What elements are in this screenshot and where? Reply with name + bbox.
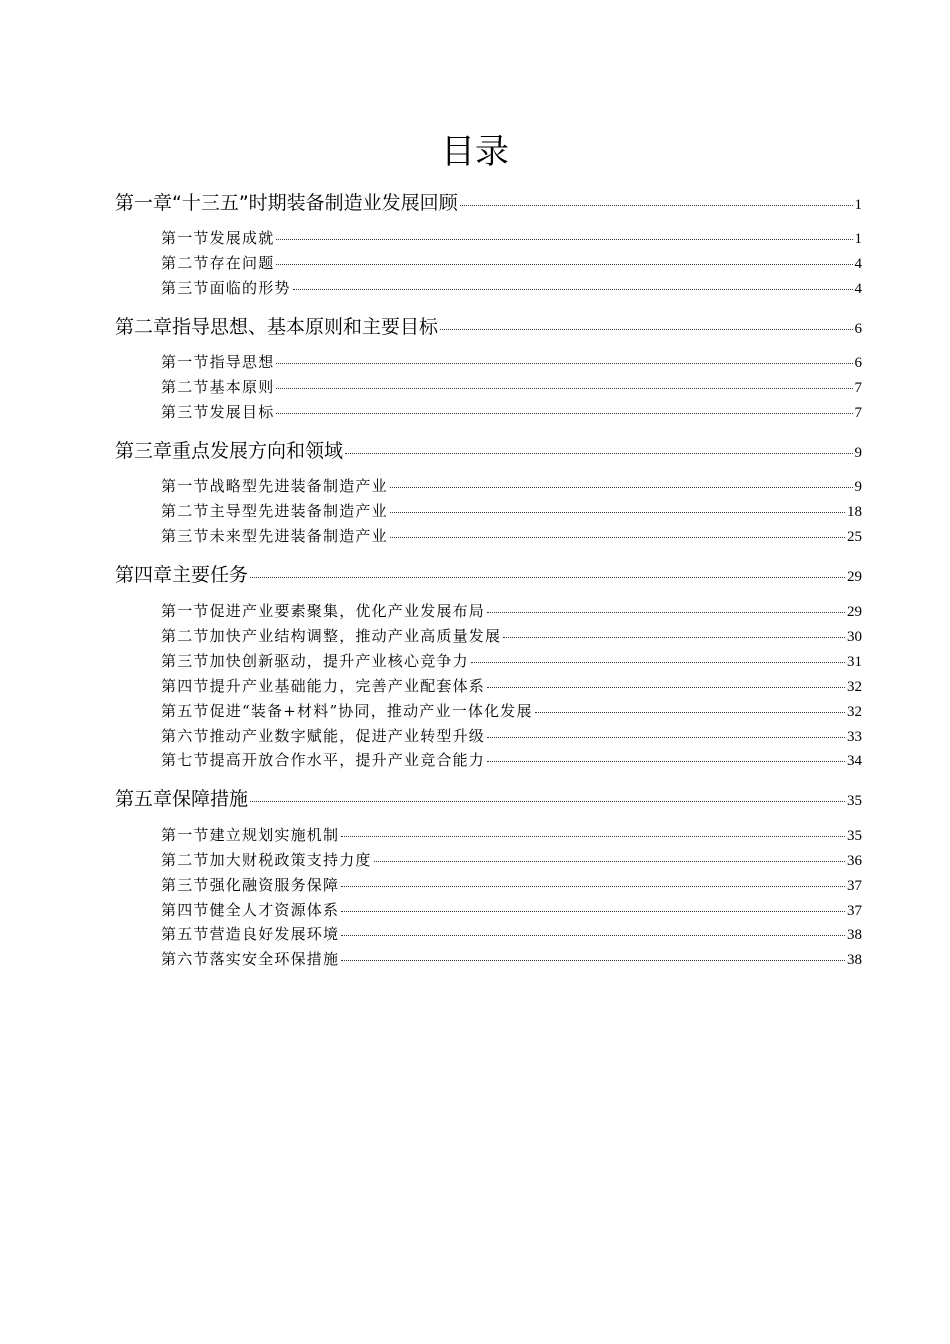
dot-leader bbox=[276, 388, 852, 389]
page-number: 34 bbox=[847, 753, 862, 769]
toc-section-5-1[interactable] bbox=[161, 823, 862, 847]
toc-chapter-4[interactable] bbox=[115, 560, 862, 590]
toc-section-4-3[interactable] bbox=[161, 649, 862, 673]
toc-section-4-7[interactable] bbox=[161, 748, 862, 772]
dot-leader bbox=[276, 413, 852, 414]
page-number: 30 bbox=[847, 629, 862, 645]
section-title: 第六节落实安全环保措施 bbox=[161, 950, 340, 968]
dot-leader bbox=[487, 761, 845, 762]
section-title: 第一节发展成就 bbox=[161, 229, 275, 247]
dot-leader bbox=[345, 453, 852, 454]
dot-leader bbox=[471, 662, 845, 663]
page-number: 37 bbox=[847, 903, 862, 919]
dot-leader bbox=[503, 637, 845, 638]
section-title: 第二节主导型先进装备制造产业 bbox=[161, 502, 388, 520]
section-title: 第三节未来型先进装备制造产业 bbox=[161, 527, 388, 545]
page-number: 7 bbox=[854, 380, 862, 396]
section-title: 第四节健全人才资源体系 bbox=[161, 901, 340, 919]
page-number: 35 bbox=[847, 793, 862, 809]
toc-section-2-3[interactable] bbox=[161, 400, 862, 424]
section-title: 第一节促进产业要素聚集，优化产业发展布局 bbox=[161, 602, 486, 620]
dot-leader bbox=[276, 264, 852, 265]
toc-section-3-1[interactable] bbox=[161, 474, 862, 498]
toc-section-3-3[interactable] bbox=[161, 524, 862, 548]
page-number: 38 bbox=[847, 927, 862, 943]
toc-section-1-2[interactable] bbox=[161, 251, 862, 275]
page-number: 32 bbox=[847, 679, 862, 695]
dot-leader bbox=[276, 363, 852, 364]
section-title: 第五节营造良好发展环境 bbox=[161, 925, 340, 943]
section-title: 第二节基本原则 bbox=[161, 378, 275, 396]
chapter-title: 第五章保障措施 bbox=[115, 788, 249, 810]
page-number: 32 bbox=[847, 704, 862, 720]
toc-title: 目录 bbox=[441, 132, 509, 172]
page-number: 29 bbox=[847, 569, 862, 585]
dot-leader bbox=[440, 329, 852, 330]
chapter-title: 第一章“十三五”时期装备制造业发展回顾 bbox=[115, 192, 458, 214]
toc-chapter-5[interactable] bbox=[115, 784, 862, 814]
page-number: 29 bbox=[847, 604, 862, 620]
section-title: 第一节指导思想 bbox=[161, 353, 275, 371]
toc-chapter-2[interactable] bbox=[115, 312, 862, 342]
toc-section-4-2[interactable] bbox=[161, 624, 862, 648]
page-number: 37 bbox=[847, 878, 862, 894]
section-title: 第三节面临的形势 bbox=[161, 279, 291, 297]
toc-section-4-4[interactable] bbox=[161, 674, 862, 698]
toc-section-1-3[interactable] bbox=[161, 276, 862, 300]
section-title: 第三节发展目标 bbox=[161, 403, 275, 421]
toc-section-4-1[interactable] bbox=[161, 599, 862, 623]
page-number: 38 bbox=[847, 952, 862, 968]
dot-leader bbox=[487, 687, 845, 688]
toc-section-2-2[interactable] bbox=[161, 375, 862, 399]
dot-leader bbox=[390, 537, 845, 538]
chapter-title: 第二章指导思想、基本原则和主要目标 bbox=[115, 316, 439, 338]
dot-leader bbox=[390, 512, 845, 513]
chapter-title: 第四章主要任务 bbox=[115, 564, 249, 586]
dot-leader bbox=[341, 836, 845, 837]
section-title: 第二节加大财税政策支持力度 bbox=[161, 851, 372, 869]
page-number: 9 bbox=[854, 445, 862, 461]
section-title: 第七节提高开放合作水平，提升产业竞合能力 bbox=[161, 751, 486, 769]
page-number: 4 bbox=[854, 281, 862, 297]
toc-section-5-5[interactable] bbox=[161, 922, 862, 946]
dot-leader bbox=[293, 289, 853, 290]
section-title: 第一节战略型先进装备制造产业 bbox=[161, 477, 388, 495]
toc-section-4-5[interactable] bbox=[161, 699, 862, 723]
dot-leader bbox=[250, 577, 845, 578]
page-number: 7 bbox=[854, 405, 862, 421]
dot-leader bbox=[250, 801, 845, 802]
section-title: 第三节强化融资服务保障 bbox=[161, 876, 340, 894]
page-number: 18 bbox=[847, 504, 862, 520]
section-title: 第一节建立规划实施机制 bbox=[161, 826, 340, 844]
toc-section-4-6[interactable] bbox=[161, 724, 862, 748]
page-number: 9 bbox=[854, 479, 862, 495]
section-title: 第三节加快创新驱动，提升产业核心竞争力 bbox=[161, 652, 469, 670]
dot-leader bbox=[460, 205, 853, 206]
toc-section-5-6[interactable] bbox=[161, 947, 862, 971]
dot-leader bbox=[341, 960, 845, 961]
section-title: 第五节促进“装备+材料”协同，推动产业一体化发展 bbox=[161, 702, 533, 720]
page-number: 33 bbox=[847, 729, 862, 745]
toc-section-3-2[interactable] bbox=[161, 499, 862, 523]
toc-section-5-3[interactable] bbox=[161, 873, 862, 897]
dot-leader bbox=[487, 612, 845, 613]
page-number: 31 bbox=[847, 654, 862, 670]
page-number: 1 bbox=[854, 197, 862, 213]
dot-leader bbox=[341, 935, 845, 936]
section-title: 第四节提升产业基础能力，完善产业配套体系 bbox=[161, 677, 486, 695]
dot-leader bbox=[374, 861, 845, 862]
section-title: 第六节推动产业数字赋能，促进产业转型升级 bbox=[161, 727, 486, 745]
page-number: 36 bbox=[847, 853, 862, 869]
page-number: 1 bbox=[854, 231, 862, 247]
page-number: 25 bbox=[847, 529, 862, 545]
toc-chapter-3[interactable] bbox=[115, 436, 862, 466]
toc-section-5-2[interactable] bbox=[161, 848, 862, 872]
toc-section-5-4[interactable] bbox=[161, 898, 862, 922]
dot-leader bbox=[276, 239, 852, 240]
page-number: 6 bbox=[854, 355, 862, 371]
section-title: 第二节存在问题 bbox=[161, 254, 275, 272]
dot-leader bbox=[390, 487, 853, 488]
toc-section-2-1[interactable] bbox=[161, 350, 862, 374]
page-number: 4 bbox=[854, 256, 862, 272]
toc-chapter-1[interactable] bbox=[115, 188, 862, 218]
dot-leader bbox=[487, 737, 845, 738]
dot-leader bbox=[341, 911, 845, 912]
chapter-title: 第三章重点发展方向和领域 bbox=[115, 440, 344, 462]
page-number: 6 bbox=[854, 321, 862, 337]
section-title: 第二节加快产业结构调整，推动产业高质量发展 bbox=[161, 627, 502, 645]
dot-leader bbox=[535, 712, 845, 713]
toc-section-1-1[interactable] bbox=[161, 226, 862, 250]
dot-leader bbox=[341, 886, 845, 887]
page-number: 35 bbox=[847, 828, 862, 844]
